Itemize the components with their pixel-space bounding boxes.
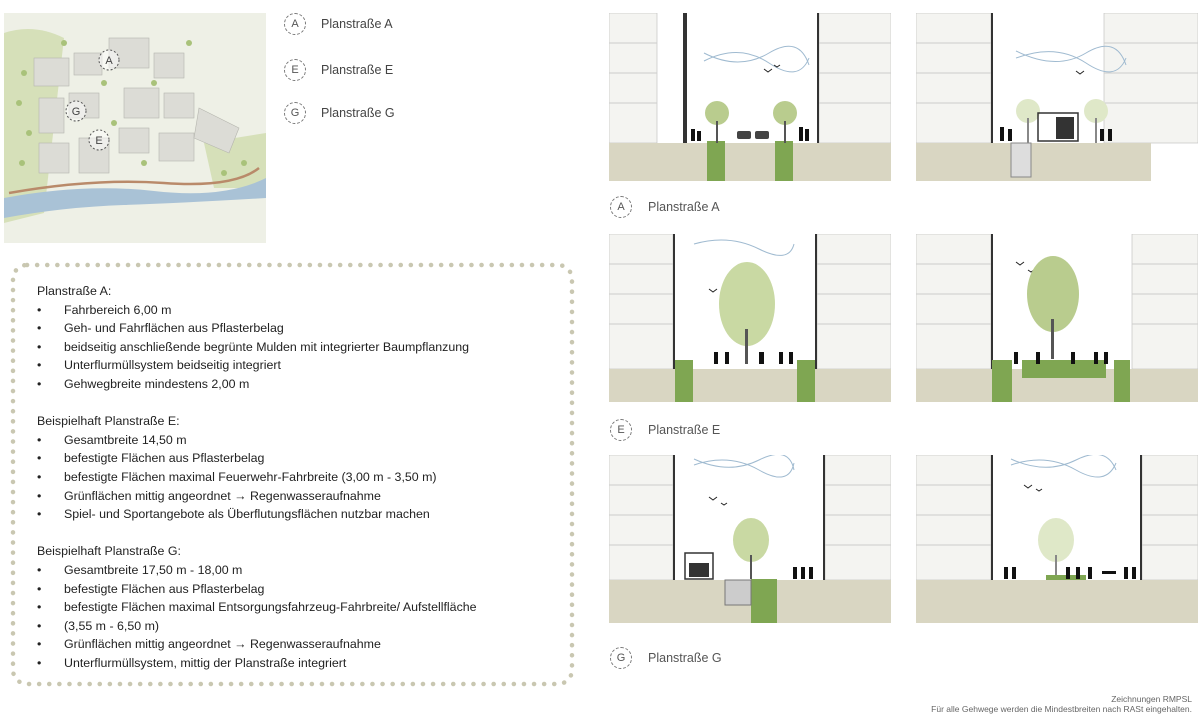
section-heading-e: Beispielhaft Planstraße E: bbox=[37, 414, 180, 429]
section-label-g bbox=[610, 647, 722, 669]
spec-list-a bbox=[37, 301, 557, 394]
section-heading-g: Beispielhaft Planstraße G: bbox=[37, 544, 181, 559]
section-badge-g: G bbox=[610, 647, 632, 669]
section-badge-e: E bbox=[610, 419, 632, 441]
list-item-continuation: • (3,55 m - 6,50 m) bbox=[37, 617, 557, 636]
list-item: • Spiel- und Sportangebote als Überflutungsflächen nutzbar machen bbox=[37, 505, 557, 524]
list-item: • Unterflurmüllsystem, mittig der Planstraße integriert bbox=[37, 654, 557, 673]
legend-label-a: Planstraße A bbox=[321, 17, 393, 31]
svg-text:G: G bbox=[71, 106, 81, 118]
description-content bbox=[37, 282, 557, 672]
section-drawing-a-2 bbox=[916, 13, 1198, 181]
legend-badge-a: A bbox=[284, 13, 306, 35]
section-label-text-e: Planstraße E bbox=[648, 423, 721, 437]
section-heading-a: Planstraße A: bbox=[37, 284, 112, 298]
list-item: • Gehwegbreite mindestens 2,00 m bbox=[37, 375, 557, 394]
list-item: • befestigte Flächen maximal Feuerwehr-Fahrbreite (3,00 m - 3,50 m) bbox=[37, 468, 557, 487]
section-label-e bbox=[610, 419, 720, 441]
legend-badge-e: E bbox=[284, 59, 306, 81]
map-marker-g bbox=[66, 101, 86, 121]
credit-line-2: Für alle Gehwege werden die Mindestbreiten nach RASt eingehalten. bbox=[931, 704, 1192, 714]
description-box bbox=[10, 262, 575, 687]
legend-badge-g: G bbox=[284, 102, 306, 124]
section-drawing-g-2 bbox=[916, 455, 1198, 623]
section-drawing-e-1 bbox=[609, 234, 891, 402]
section-drawing-g-1 bbox=[609, 455, 891, 623]
section-label-a bbox=[610, 196, 720, 218]
list-item: • Fahrbereich 6,00 m bbox=[37, 301, 557, 320]
section-badge-a: A bbox=[610, 196, 632, 218]
list-item: • Gesamtbreite 17,50 m - 18,00 m bbox=[37, 561, 557, 580]
section-label-text-a: Planstraße A bbox=[648, 200, 720, 214]
map-marker-e bbox=[89, 130, 109, 150]
list-item: • Grünflächen mittig angeordnet → Regenwasseraufnahme bbox=[37, 487, 557, 506]
list-item: • befestigte Flächen aus Pflasterbelag bbox=[37, 449, 557, 468]
credits bbox=[931, 694, 1192, 714]
credit-line-1: Zeichnungen RMPSL bbox=[1111, 694, 1192, 704]
svg-text:A: A bbox=[105, 55, 113, 67]
list-item: • beidseitig anschließende begrünte Mulden mit integrierter Baumpflanzung bbox=[37, 338, 557, 357]
section-drawing-a-1 bbox=[609, 13, 891, 181]
list-item: • Geh- und Fahrflächen aus Pflasterbelag bbox=[37, 319, 557, 338]
legend-item-a bbox=[284, 13, 393, 35]
spec-list-e bbox=[37, 431, 557, 524]
section-label-text-g: Planstraße G bbox=[648, 651, 722, 665]
section-drawing-e-2 bbox=[916, 234, 1198, 402]
legend-item-g bbox=[284, 102, 395, 124]
spec-list-g bbox=[37, 561, 557, 673]
map-marker-a bbox=[99, 50, 119, 70]
svg-text:E: E bbox=[95, 135, 103, 147]
list-item: • Gesamtbreite 14,50 m bbox=[37, 431, 557, 450]
legend-label-e: Planstraße E bbox=[321, 63, 394, 77]
list-item: • Grünflächen mittig angeordnet → Regenwasseraufnahme bbox=[37, 635, 557, 654]
list-item: • Unterflurmüllsystem beidseitig integriert bbox=[37, 356, 557, 375]
legend-item-e bbox=[284, 59, 393, 81]
site-plan-map bbox=[4, 13, 266, 243]
list-item: • befestigte Flächen maximal Entsorgungsfahrzeug-Fahrbreite/ Aufstellfläche bbox=[37, 598, 557, 617]
list-item: • befestigte Flächen aus Pflasterbelag bbox=[37, 580, 557, 599]
legend-label-g: Planstraße G bbox=[321, 106, 395, 120]
